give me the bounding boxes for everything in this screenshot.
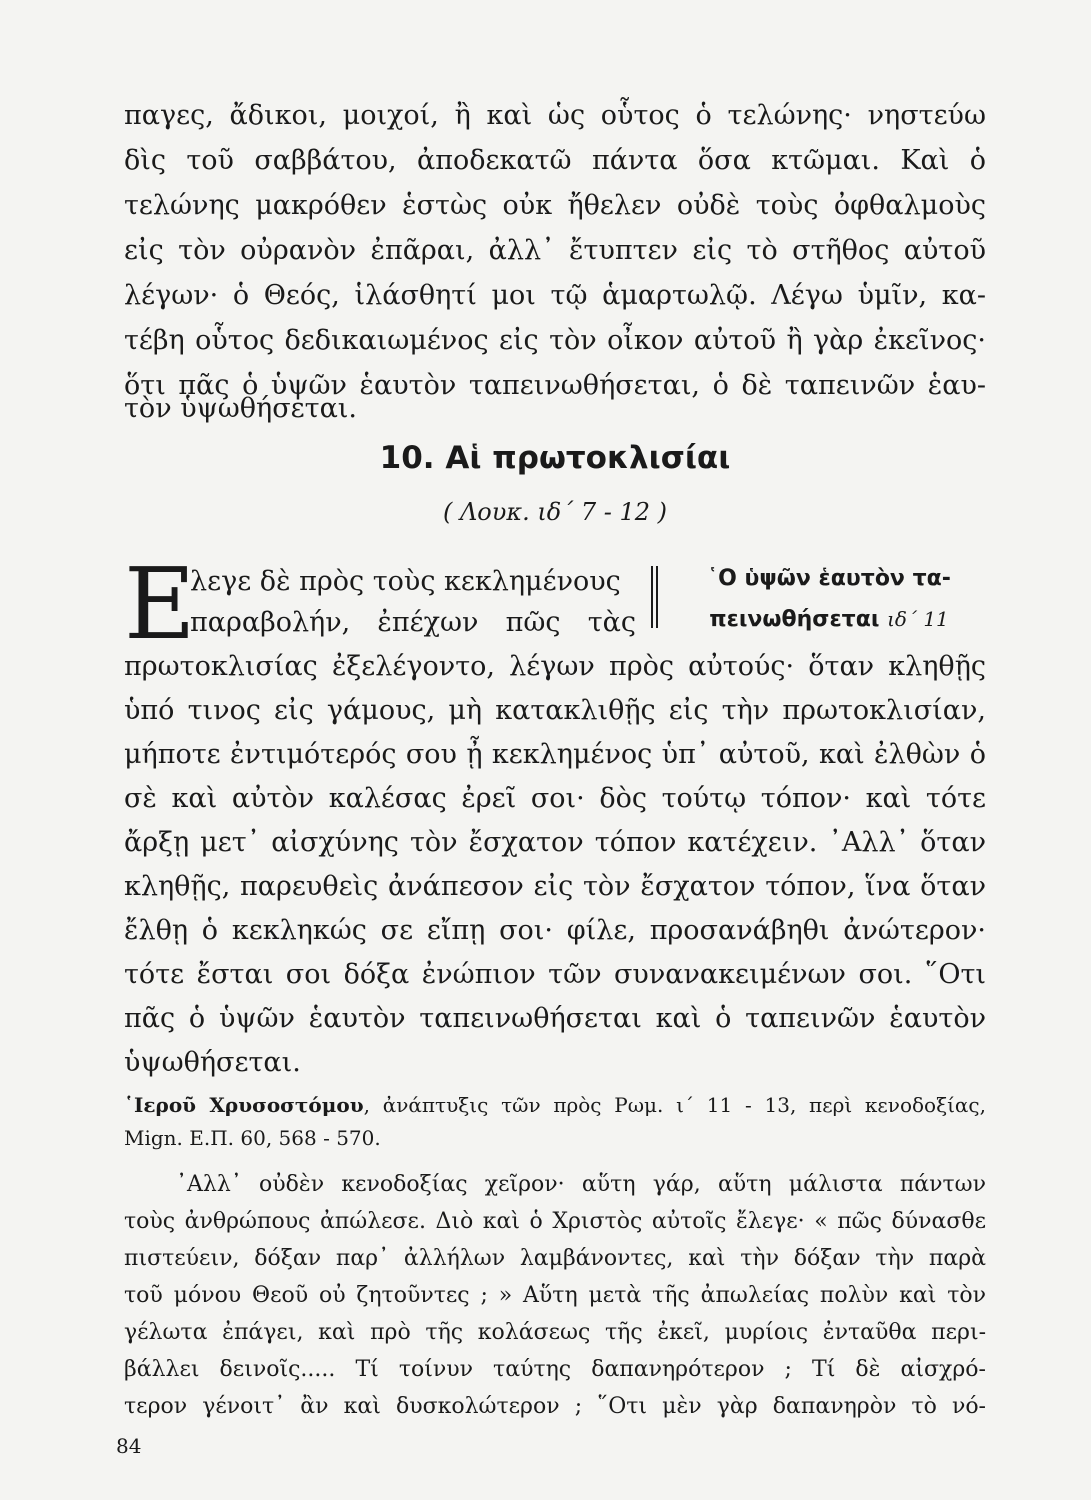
text-line: παγες, ἄδικοι, μοιχοί, ἢ καὶ ὡς οὗτος ὁ τελώνης· νηστεύω — [124, 100, 986, 131]
text-line: τελώνης μακρόθεν ἑστὼς οὐκ ἤθελεν οὐδὲ τοὺς ὀφθαλμοὺς — [124, 190, 986, 221]
double-rule-divider — [651, 566, 658, 628]
text-line: κληθῇς, παρευθεὶς ἀνάπεσον εἰς τὸν ἔσχατον τόπον, ἵνα ὅταν — [124, 871, 986, 902]
section-reference: ( Λουκ. ιδ΄ 7 - 12 ) — [442, 498, 667, 526]
sidenote-line — [672, 600, 986, 639]
text-line: λέγων· ὁ Θεός, ἱλάσθητί μοι τῷ ἁμαρτωλῷ. Λέγω ὑμῖν, κα- — [124, 280, 986, 311]
text-line: δὶς τοῦ σαββάτου, ἀποδεκατῶ πάντα ὅσα κτῶμαι. Καὶ ὁ — [124, 145, 986, 176]
text-line: πρωτοκλισίας ἐξελέγοντο, λέγων πρὸς αὐτούς· ὅταν κληθῇς — [124, 651, 986, 682]
text-line: ἄρξῃ μετ᾽ αἰσχύνης τὸν ἔσχατον τόπον κατέχειν. ᾽Αλλ᾽ ὅταν — [124, 827, 986, 858]
drop-cap: Ε — [124, 548, 196, 662]
text-line: λεγε δὲ πρὸς τοὺς κεκλημένους — [190, 566, 621, 597]
text-line: πᾶς ὁ ὑψῶν ἑαυτὸν ταπεινωθήσεται καὶ ὁ ταπεινῶν ἑαυτὸν — [124, 1003, 986, 1034]
text-line: σὲ καὶ αὐτὸν καλέσας ἐρεῖ σοι· δὸς τούτῳ τόπον· καὶ τότε — [124, 783, 986, 814]
text-line: ᾽Αλλ᾽ οὐδὲν κενοδοξίας χεῖρον· αὕτη γάρ, αὕτη μάλιστα πάντων — [176, 1172, 986, 1197]
text-line: τέβη οὗτος δεδικαιωμένος εἰς τὸν οἶκον αὐτοῦ ἢ γὰρ ἐκεῖνος· — [124, 325, 986, 356]
citation-line — [124, 1089, 986, 1121]
sidenote-text: πεινωθήσεται — [709, 607, 880, 632]
text-line: εἰς τὸν οὐρανὸν ἐπᾶραι, ἀλλ᾽ ἔτυπτεν εἰς τὸ στῆθος αὐτοῦ — [124, 235, 986, 266]
text-line: τοῦ μόνου Θεοῦ οὐ ζητοῦντες ; » Αὕτη μετὰ τῆς ἀπωλείας πολὺν καὶ τὸν — [124, 1283, 986, 1308]
text-line: τότε ἔσται σοι δόξα ἐνώπιον τῶν συνανακειμένων σοι. ῞Οτι — [124, 959, 986, 990]
section-title: 10. Αἱ πρωτοκλισίαι — [379, 440, 731, 476]
sidenote-line: ῾Ο ὑψῶν ἑαυτὸν τα- — [707, 566, 951, 591]
text-line: ὑψωθήσεται. — [124, 1047, 301, 1078]
citation-text: , ἀνάπτυξις τῶν πρὸς Ρωμ. ι΄ 11 - 13, περὶ κενοδοξίας, — [363, 1093, 986, 1117]
text-line: ἔλθῃ ὁ κεκληκώς σε εἴπῃ σοι· φίλε, προσανάβηθι ἀνώτερον· — [124, 915, 986, 946]
text-line: πιστεύειν, δόξαν παρ᾽ ἀλλήλων λαμβάνοντες, καὶ τὴν δόξαν τὴν παρὰ — [124, 1246, 986, 1271]
citation-line: Mign. Ε.Π. 60, 568 - 570. — [124, 1126, 381, 1150]
text-line: μήποτε ἐντιμότερός σου ᾖ κεκλημένος ὑπ᾽ αὐτοῦ, καὶ ἐλθὼν ὁ — [124, 739, 986, 770]
text-line: τερον γένοιτ᾽ ἂν καὶ δυσκολώτερον ; ῞Οτι μὲν γὰρ δαπανηρὸν τὸ νό- — [124, 1394, 986, 1419]
sidenote-ref: ιδ΄ 11 — [887, 607, 949, 631]
page-number: 84 — [116, 1434, 142, 1458]
text-line: ὅτι πᾶς ὁ ὑψῶν ἑαυτὸν ταπεινωθήσεται, ὁ δὲ ταπεινῶν ἑαυ- — [124, 370, 986, 401]
text-line: γέλωτα ἐπάγει, καὶ πρὸ τῆς κολάσεως τῆς ἐκεῖ, μυρίοις ἐνταῦθα περι- — [124, 1320, 986, 1345]
text-line: τὸν ὑψωθήσεται. — [124, 393, 357, 424]
text-line: τοὺς ἀνθρώπους ἀπώλεσε. Διὸ καὶ ὁ Χριστὸς αὐτοῖς ἔλεγε· « πῶς δύνασθε — [124, 1209, 986, 1234]
text-line: παραβολήν, ἐπέχων πῶς τὰς — [190, 607, 636, 638]
citation-author: ῾Ιεροῦ Χρυσοστόμου — [124, 1093, 364, 1117]
text-line: βάλλει δεινοῖς..... Τί τοίνυν ταύτης δαπανηρότερον ; Τί δὲ αἰσχρό- — [124, 1357, 986, 1382]
text-line: ὑπό τινος εἰς γάμους, μὴ κατακλιθῇς εἰς τὴν πρωτοκλισίαν, — [124, 695, 986, 726]
